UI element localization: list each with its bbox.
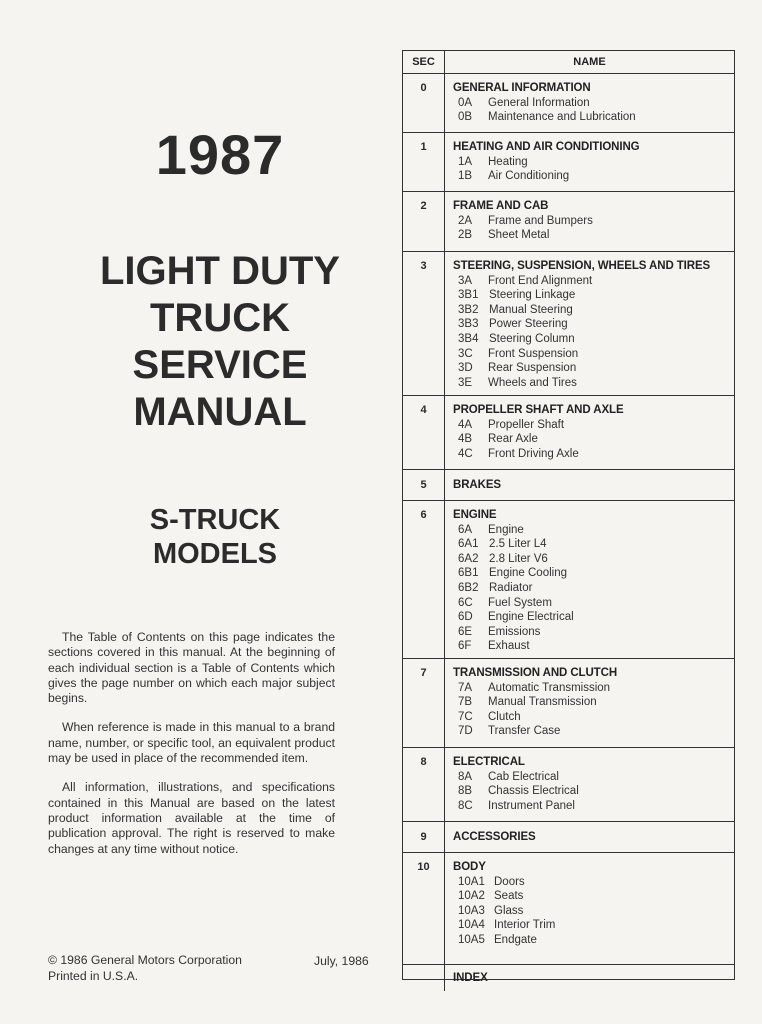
subsection-code: 3C xyxy=(458,347,473,360)
subsection-name: Transfer Case xyxy=(488,725,561,738)
subsection-name: Air Conditioning xyxy=(488,170,570,183)
subsection-code: 7D xyxy=(458,725,473,738)
toc-section-content xyxy=(445,133,734,191)
toc-subsection[interactable] xyxy=(453,110,734,125)
toc-row xyxy=(403,396,734,470)
subsection-name: Manual Transmission xyxy=(488,696,597,709)
toc-subsection[interactable] xyxy=(453,681,734,696)
subsection-code: 3B1 xyxy=(458,289,479,302)
intro-text xyxy=(48,630,335,871)
publication-date: July, 1986 xyxy=(314,954,369,968)
toc-subsection[interactable] xyxy=(453,566,734,581)
toc-section-number: 3 xyxy=(403,252,445,395)
toc-subsection[interactable] xyxy=(453,933,734,948)
subsection-name: Glass xyxy=(494,904,524,917)
toc-subsection[interactable] xyxy=(453,303,734,318)
subsection-code: 6F xyxy=(458,640,472,653)
subsection-code: 6B2 xyxy=(458,581,479,594)
subsection-code: 10A5 xyxy=(458,933,485,946)
toc-section-title[interactable]: TRANSMISSION AND CLUTCH xyxy=(453,667,618,679)
toc-section-title[interactable]: GENERAL INFORMATION xyxy=(453,82,591,94)
subsection-code: 6A2 xyxy=(458,552,479,565)
subsection-name: Rear Axle xyxy=(488,433,538,446)
subsection-code: 0B xyxy=(458,111,473,124)
table-of-contents xyxy=(402,50,735,984)
toc-section-title[interactable]: FRAME AND CAB xyxy=(453,200,549,212)
toc-section-content xyxy=(445,192,734,251)
title-line: LIGHT DUTY xyxy=(100,249,340,293)
subsection-code: 4C xyxy=(458,447,473,460)
subsection-name: Maintenance and Lubrication xyxy=(488,111,636,124)
toc-section-number: 4 xyxy=(403,396,445,469)
toc-section-title[interactable]: INDEX xyxy=(453,971,488,984)
subsection-code: 0A xyxy=(458,96,473,109)
subsection-name: Automatic Transmission xyxy=(488,681,611,694)
toc-section-number: 2 xyxy=(403,192,445,251)
intro-paragraph: All information, illustrations, and specifications contained in this Manual are based on the latest product information available at the time of publication approval. The right is reserved to make changes at any time without notice. xyxy=(48,780,335,856)
toc-subsection[interactable] xyxy=(453,610,734,625)
subsection-code: 3A xyxy=(458,274,473,287)
toc-section-content xyxy=(445,971,734,986)
subsection-code: 10A4 xyxy=(458,919,485,932)
subsection-code: 3D xyxy=(458,362,473,375)
toc-row xyxy=(403,965,734,991)
subsection-code: 6A1 xyxy=(458,538,479,551)
subsection-name: Front Driving Axle xyxy=(488,447,579,460)
subsection-name: Radiator xyxy=(489,581,533,594)
printed-text: Printed in U.S.A. xyxy=(48,969,139,983)
toc-header-name: NAME xyxy=(573,56,606,68)
subsection-code: 10A2 xyxy=(458,890,485,903)
subsection-code: 7B xyxy=(458,696,473,709)
toc-section-title[interactable]: ELECTRICAL xyxy=(453,756,525,768)
subsection-code: 8A xyxy=(458,770,473,783)
toc-row xyxy=(403,501,734,659)
subsection-code: 7C xyxy=(458,710,473,723)
toc-subsection[interactable] xyxy=(453,214,734,229)
toc-subsection[interactable] xyxy=(453,317,734,332)
subsection-code: 4A xyxy=(458,418,473,431)
toc-subsection[interactable] xyxy=(453,447,734,462)
subsection-code: 6C xyxy=(458,596,473,609)
toc-section-content xyxy=(445,74,734,132)
subsection-name: Doors xyxy=(494,875,525,888)
subsection-name: Front End Alignment xyxy=(488,274,593,287)
toc-subsection[interactable] xyxy=(453,784,734,799)
toc-subsection[interactable] xyxy=(453,875,734,890)
toc-subsection[interactable] xyxy=(453,523,734,538)
toc-subsection[interactable] xyxy=(453,288,734,303)
subsection-name: Interior Trim xyxy=(494,919,556,932)
toc-subsection[interactable] xyxy=(453,724,734,739)
toc-row xyxy=(403,853,734,965)
toc-row xyxy=(403,74,734,133)
title-line: MANUAL xyxy=(133,390,307,434)
subsection-code: 8B xyxy=(458,785,473,798)
subsection-name: Engine Electrical xyxy=(488,611,574,624)
toc-section-content xyxy=(445,396,734,469)
toc-subsection[interactable] xyxy=(453,155,734,170)
subsection-code: 3B4 xyxy=(458,332,479,345)
toc-subsection[interactable] xyxy=(453,904,734,919)
toc-section-number: 9 xyxy=(403,822,445,852)
toc-subsection[interactable] xyxy=(453,361,734,376)
copyright-text: © 1986 General Motors Corporation xyxy=(48,953,242,967)
toc-subsection[interactable] xyxy=(453,332,734,347)
subsection-name: Power Steering xyxy=(489,318,568,331)
toc-section-content xyxy=(445,659,734,747)
subsection-name: Cab Electrical xyxy=(488,770,559,783)
toc-section-title[interactable]: ACCESSORIES xyxy=(453,830,536,843)
subsection-name: Steering Column xyxy=(489,332,575,345)
toc-subsection[interactable] xyxy=(453,770,734,785)
toc-section-number: 0 xyxy=(403,74,445,132)
toc-section-number: 7 xyxy=(403,659,445,747)
subsection-code: 6D xyxy=(458,611,473,624)
toc-row xyxy=(403,748,734,822)
toc-subsection[interactable] xyxy=(453,347,734,362)
toc-section-number: 5 xyxy=(403,470,445,500)
toc-section-content xyxy=(445,853,734,964)
toc-section-number: 1 xyxy=(403,133,445,191)
toc-row xyxy=(403,659,734,748)
subsection-name: Wheels and Tires xyxy=(488,376,577,389)
subsection-name: Clutch xyxy=(488,710,521,723)
subsection-name: Engine Cooling xyxy=(489,567,568,580)
subtitle-line: S-TRUCK xyxy=(149,504,281,536)
toc-section-content xyxy=(445,501,734,658)
toc-subsection[interactable] xyxy=(453,228,734,243)
subsection-code: 10A1 xyxy=(458,875,485,888)
subsection-name: Chassis Electrical xyxy=(488,785,579,798)
subsection-name: 2.5 Liter L4 xyxy=(489,538,547,551)
toc-subsection[interactable] xyxy=(453,96,734,111)
toc-section-number: 6 xyxy=(403,501,445,658)
toc-row xyxy=(403,192,734,252)
toc-section-content xyxy=(445,748,734,821)
toc-subsection[interactable] xyxy=(453,918,734,933)
subtitle-line: MODELS xyxy=(152,538,278,570)
toc-header xyxy=(403,51,734,74)
toc-row xyxy=(403,133,734,192)
subsection-name: Propeller Shaft xyxy=(488,418,565,431)
toc-section-title[interactable]: PROPELLER SHAFT AND AXLE xyxy=(453,404,624,416)
subsection-name: Engine xyxy=(488,523,524,536)
subsection-code: 7A xyxy=(458,681,473,694)
subsection-name: Rear Suspension xyxy=(488,362,577,375)
toc-section-title[interactable]: BRAKES xyxy=(453,478,501,491)
subsection-code: 4B xyxy=(458,433,473,446)
toc-subsection[interactable] xyxy=(453,625,734,640)
toc-subsection[interactable] xyxy=(453,596,734,611)
manual-title xyxy=(60,248,380,436)
toc-subsection[interactable] xyxy=(453,432,734,447)
manual-year: 1987 xyxy=(155,123,285,186)
intro-paragraph: When reference is made in this manual to a brand name, number, or specific tool, an equivalent product may be used in place of the recommended item. xyxy=(48,720,335,766)
subsection-name: Fuel System xyxy=(488,596,552,609)
toc-section-title[interactable]: ENGINE xyxy=(453,509,497,521)
toc-subsection[interactable] xyxy=(453,537,734,552)
manual-subtitle xyxy=(90,503,340,571)
intro-paragraph: The Table of Contents on this page indicates the sections covered in this manual. At the beginning of each individual section is a Table of Contents which gives the page number on which each major subject begins. xyxy=(48,630,335,706)
subsection-name: Emissions xyxy=(488,625,541,638)
subsection-code: 1B xyxy=(458,170,473,183)
subsection-code: 3B3 xyxy=(458,318,479,331)
toc-section-content xyxy=(445,830,734,845)
subsection-name: 2.8 Liter V6 xyxy=(489,552,548,565)
toc-section-content xyxy=(445,252,734,395)
title-line: TRUCK xyxy=(150,296,290,340)
subsection-name: Manual Steering xyxy=(489,303,573,316)
subsection-name: Seats xyxy=(494,890,524,903)
subsection-name: General Information xyxy=(488,96,590,109)
toc-section-number: 10 xyxy=(403,853,445,964)
toc-section-number xyxy=(403,965,445,991)
subsection-code: 6A xyxy=(458,523,473,536)
subsection-name: Frame and Bumpers xyxy=(488,214,593,227)
toc-section-title[interactable]: HEATING AND AIR CONDITIONING xyxy=(453,141,640,153)
subsection-code: 2B xyxy=(458,229,473,242)
subsection-code: 6B1 xyxy=(458,567,479,580)
subsection-code: 2A xyxy=(458,214,473,227)
toc-subsection[interactable] xyxy=(453,710,734,725)
subsection-code: 3B2 xyxy=(458,303,479,316)
subsection-code: 3E xyxy=(458,376,473,389)
subsection-name: Endgate xyxy=(494,933,537,946)
toc-subsection[interactable] xyxy=(453,799,734,814)
subsection-name: Heating xyxy=(488,155,528,168)
toc-subsection[interactable] xyxy=(453,695,734,710)
toc-row xyxy=(403,470,734,501)
subsection-code: 10A3 xyxy=(458,904,485,917)
toc-subsection[interactable] xyxy=(453,169,734,184)
toc-section-content xyxy=(445,478,734,493)
toc-row xyxy=(403,252,734,396)
subsection-code: 8C xyxy=(458,799,473,812)
subsection-name: Sheet Metal xyxy=(488,229,550,242)
subsection-code: 1A xyxy=(458,155,473,168)
footer-copyright xyxy=(48,952,288,984)
toc-subsection[interactable] xyxy=(453,376,734,391)
toc-subsection[interactable] xyxy=(453,552,734,567)
toc-header-sec: SEC xyxy=(403,51,445,73)
toc-subsection[interactable] xyxy=(453,274,734,289)
subsection-name: Exhaust xyxy=(488,640,530,653)
toc-subsection[interactable] xyxy=(453,581,734,596)
toc-subsection[interactable] xyxy=(453,889,734,904)
subsection-name: Steering Linkage xyxy=(489,289,576,302)
toc-subsection[interactable] xyxy=(453,639,734,654)
toc-section-title[interactable]: BODY xyxy=(453,861,486,873)
toc-section-title[interactable]: STEERING, SUSPENSION, WHEELS AND TIRES xyxy=(453,260,711,272)
toc-row xyxy=(403,822,734,853)
toc-subsection[interactable] xyxy=(453,418,734,433)
title-line: SERVICE xyxy=(132,343,308,387)
toc-section-number: 8 xyxy=(403,748,445,821)
subsection-name: Front Suspension xyxy=(488,347,579,360)
subsection-code: 6E xyxy=(458,625,473,638)
subsection-name: Instrument Panel xyxy=(488,799,575,812)
